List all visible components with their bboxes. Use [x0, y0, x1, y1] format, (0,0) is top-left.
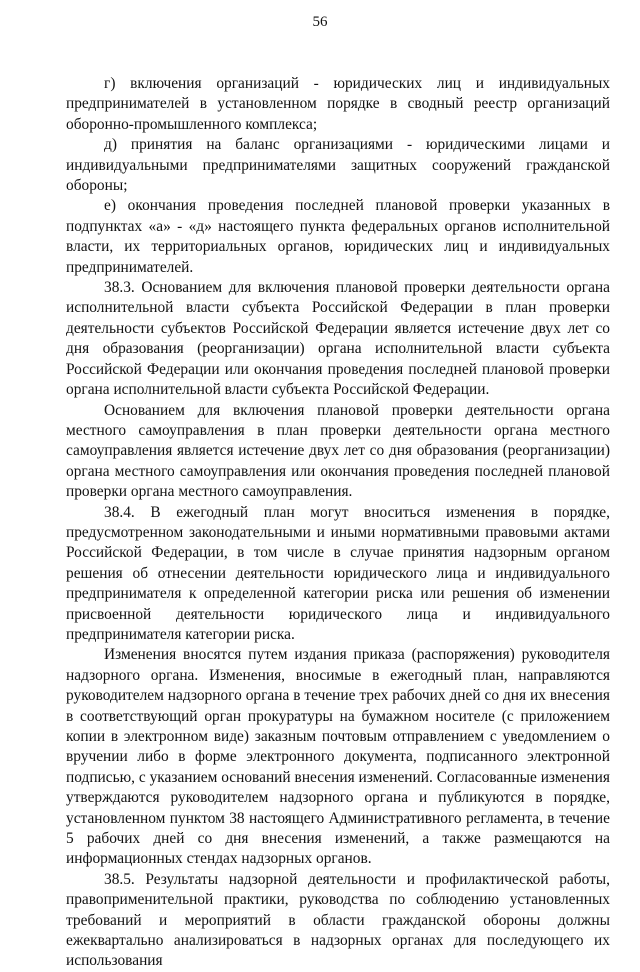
paragraph-38-3: 38.3. Основанием для включения плановой проверки деятельности органа исполнительной власти субъекта Российской Федерации в план проверки деятельности субъектов Российской Федерации является истечение двух лет со дня образования (реорганизации) органа исполнительной власти субъекта Российской Федерации или окончания проведения последней плановой проверки органа исполнительной власти субъекта Российской Федерации.	[66, 279, 610, 399]
page-number: 56	[312, 14, 328, 30]
document-body	[66, 74, 610, 972]
paragraph-38-5: 38.5. Результаты надзорной деятельности и профилактической работы, правоприменительной практики, руководства по соблюдению установленных требований и мероприятий в области гражданской обороны должны ежеквартально анализироваться в надзорных органах для последующего их использования	[66, 870, 610, 970]
paragraph-item-d: д) принятия на баланс организациями - юридическими лицами и индивидуальными предпринимателями защитных сооружений гражданской обороны;	[66, 136, 610, 195]
paragraph-38-4-changes: Изменения вносятся путем издания приказа (распоряжения) руководителя надзорного органа. Изменения, вносимые в ежегодный план, направляются руководителем надзорного органа в течение трех рабочих дней со дня их внесения в соответствующий орган прокуратуры на бумажном носителе (с приложением копии в электронном виде) заказным почтовым отправлением с уведомлением о вручении либо в форме электронного документа, подписанного электронной подписью, с указанием оснований внесения изменений. Согласованные изменения утверждаются руководителем надзорного органа и публикуются в порядке, установленном пунктом 38 настоящего Административного регламента, в течение 5 рабочих дней со дня внесения изменений, а также размещаются на информационных стендах надзорных органов.	[66, 646, 610, 868]
paragraph-38-3-local-government: Основанием для включения плановой проверки деятельности органа местного самоуправления в план проверки деятельности органа местного самоуправления является истечение двух лет со дня образования (реорганизации) органа местного самоуправления или окончания проведения последней плановой проверки органа местного самоуправления.	[66, 401, 610, 501]
paragraph-38-4: 38.4. В ежегодный план могут вноситься изменения в порядке, предусмотренном законодательными и иными нормативными правовыми актами Российской Федерации, в том числе в случае принятия надзорным органом решения об отнесении деятельности юридического лица и индивидуального предпринимателя к определенной категории риска или решения об изменении присвоенной деятельности юридического лица и индивидуального предпринимателя категории риска.	[66, 503, 610, 643]
paragraph-item-e: е) окончания проведения последней плановой проверки указанных в подпунктах «а» - «д» настоящего пункта федеральных органов исполнительной власти, их территориальных органов, юридических лиц и индивидуальных предпринимателей.	[66, 197, 610, 276]
paragraph-item-g: г) включения организаций - юридических лиц и индивидуальных предпринимателей в установленном порядке в сводный реестр организаций оборонно-промышленного комплекса;	[66, 75, 610, 133]
